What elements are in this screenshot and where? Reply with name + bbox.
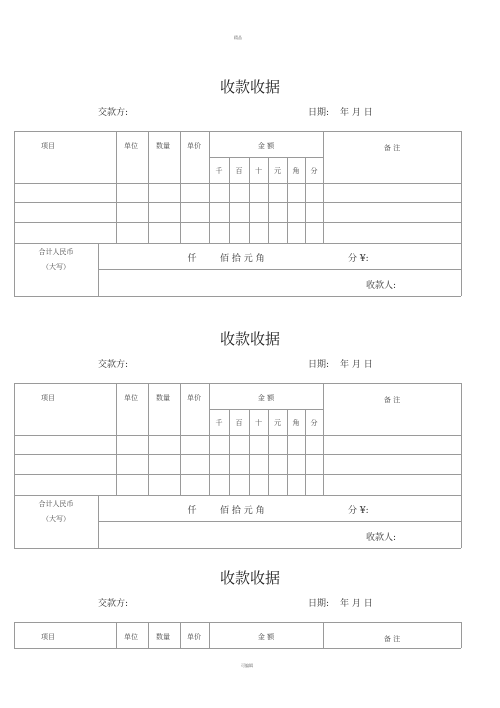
header-note: 精品 — [234, 35, 242, 40]
col-header-qty: 数量 — [156, 394, 170, 402]
col-header-price: 单价 — [187, 633, 201, 641]
total-label-paren: （大写） — [42, 263, 70, 271]
row-line — [14, 454, 461, 455]
row-line — [14, 495, 461, 496]
col-header-amount: 金 额 — [257, 394, 275, 402]
row-line — [14, 202, 461, 203]
total-label-divider — [98, 243, 99, 296]
column-divider — [180, 622, 181, 648]
amount-words-units: 佰 拾 元 角 — [220, 254, 265, 264]
payer-label: 交款方: — [98, 360, 129, 370]
col-header-price: 单价 — [187, 394, 201, 402]
digit-label-0: 千 — [215, 419, 223, 427]
column-divider — [116, 383, 117, 495]
amount-symbol: 分 ¥: — [348, 254, 369, 264]
digit-label-5: 分 — [310, 419, 318, 427]
table-border-right — [461, 131, 462, 296]
receipt-title: 收款收据 — [219, 330, 280, 348]
digit-label-2: 十 — [255, 167, 262, 175]
row-line — [14, 474, 461, 475]
total-label-divider — [98, 495, 99, 548]
row-line — [98, 521, 461, 522]
date-value: 年 月 日 — [340, 108, 373, 118]
digit-label-2: 十 — [255, 419, 262, 427]
table-border-top — [14, 131, 461, 132]
column-divider — [209, 383, 210, 495]
table-border-left — [14, 131, 15, 296]
date-value: 年 月 日 — [340, 599, 373, 609]
total-label: 合计人民币 — [38, 248, 74, 256]
amount-words-thousand: 仟 — [187, 254, 197, 264]
total-label: 合计人民币 — [38, 500, 74, 508]
column-divider — [180, 383, 181, 495]
row-line — [14, 243, 461, 244]
col-header-qty: 数量 — [156, 142, 170, 150]
col-header-unit: 单位 — [124, 633, 138, 641]
table-border-right — [461, 383, 462, 548]
receipt-title: 收款收据 — [219, 569, 280, 587]
col-header-remark: 备 注 — [383, 635, 401, 643]
payer-label: 交款方: — [98, 599, 129, 609]
row-line — [98, 269, 461, 270]
payer-label: 交款方: — [98, 108, 129, 118]
date-label: 日期: — [308, 360, 330, 370]
row-line — [14, 435, 461, 436]
payee-label: 收款人: — [366, 281, 397, 291]
column-divider — [209, 622, 210, 648]
column-divider — [148, 131, 149, 243]
col-header-remark: 备 注 — [383, 144, 401, 152]
col-header-remark: 备 注 — [383, 396, 401, 404]
date-label: 日期: — [308, 108, 330, 118]
column-divider — [323, 131, 324, 243]
row-line — [14, 222, 461, 223]
col-header-qty: 数量 — [156, 633, 170, 641]
col-header-amount: 金 额 — [257, 633, 275, 641]
receipt-title: 收款收据 — [219, 78, 280, 96]
table-border-left — [14, 383, 15, 548]
column-divider — [148, 622, 149, 648]
table-border-bottom — [14, 548, 461, 549]
digit-label-4: 角 — [292, 419, 300, 427]
column-divider — [180, 131, 181, 243]
payee-label: 收款人: — [366, 533, 397, 543]
col-header-item: 项目 — [41, 142, 55, 150]
amount-symbol: 分 ¥: — [348, 506, 369, 516]
column-divider — [116, 622, 117, 648]
row-line — [14, 183, 461, 184]
digit-label-3: 元 — [274, 419, 281, 427]
amount-subheader-line — [209, 409, 323, 410]
col-header-unit: 单位 — [124, 394, 138, 402]
date-value: 年 月 日 — [340, 360, 373, 370]
col-header-unit: 单位 — [124, 142, 138, 150]
col-header-item: 项目 — [41, 394, 55, 402]
table-border-top — [14, 622, 461, 623]
digit-label-3: 元 — [274, 167, 281, 175]
digit-label-1: 百 — [235, 167, 243, 175]
table-border-top — [14, 383, 461, 384]
column-divider — [209, 131, 210, 243]
footer-note: 可编辑 — [241, 663, 253, 668]
col-header-price: 单价 — [187, 142, 201, 150]
amount-words-thousand: 仟 — [187, 506, 197, 516]
column-divider — [116, 131, 117, 243]
col-header-item: 项目 — [41, 633, 55, 641]
amount-words-units: 佰 拾 元 角 — [220, 506, 265, 516]
table-border-bottom — [14, 648, 461, 649]
digit-label-0: 千 — [215, 167, 223, 175]
column-divider — [148, 383, 149, 495]
table-border-bottom — [14, 296, 461, 297]
column-divider — [323, 383, 324, 495]
date-label: 日期: — [308, 599, 330, 609]
table-border-right — [461, 622, 462, 648]
column-divider — [323, 622, 324, 648]
digit-label-5: 分 — [310, 167, 318, 175]
digit-label-1: 百 — [235, 419, 243, 427]
digit-label-4: 角 — [292, 167, 300, 175]
table-border-left — [14, 622, 15, 648]
total-label-paren: （大写） — [42, 515, 70, 523]
col-header-amount: 金 额 — [257, 142, 275, 150]
amount-subheader-line — [209, 157, 323, 158]
